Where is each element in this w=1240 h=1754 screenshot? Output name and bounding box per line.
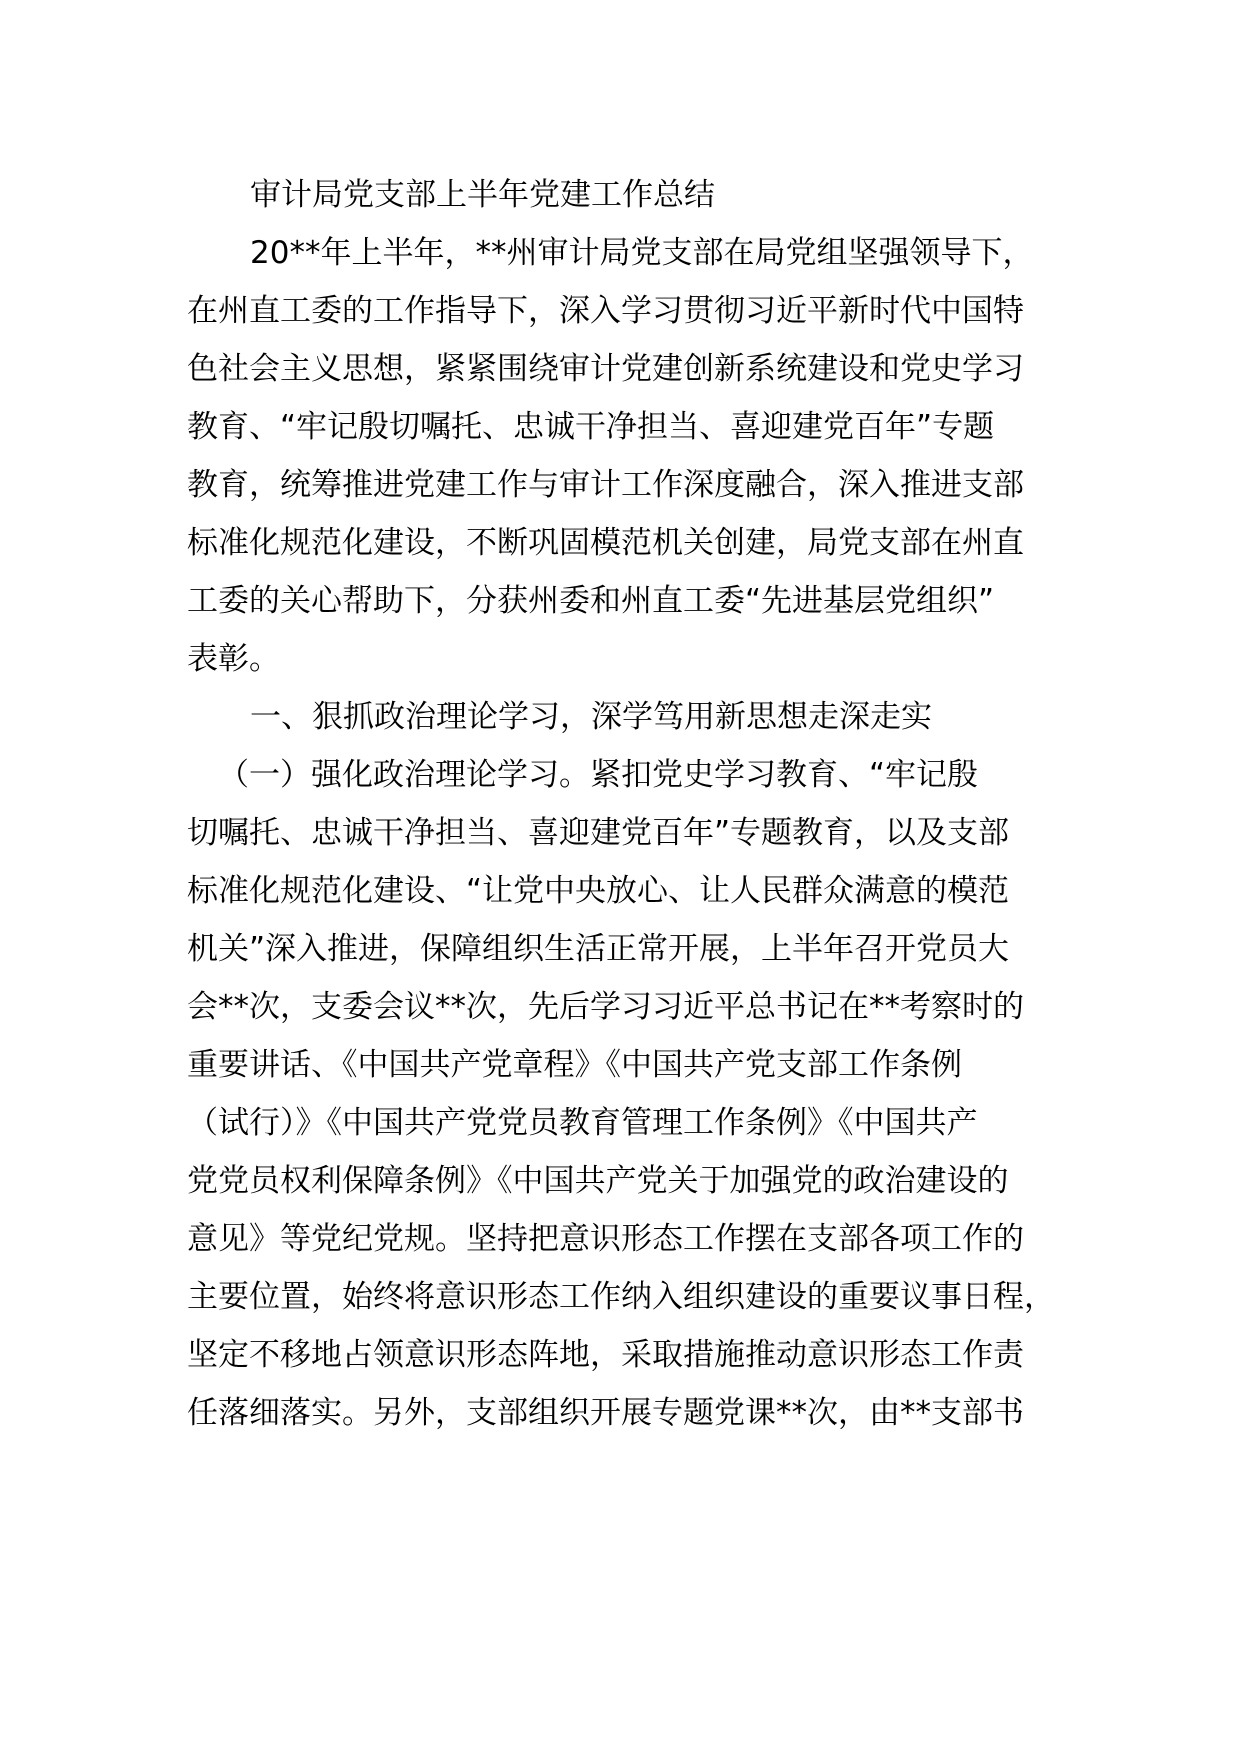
paragraph1-line-6: 标准化规范化建设，不断巩固模范机关创建，局党支部在州直 [187,525,1024,561]
paragraph1-line-3: 色社会主义思想，紧紧围绕审计党建创新系统建设和党史学习 [187,351,1024,387]
paragraph1-line-4: 教育、“牢记殷切嘱托、忠诚干净担当、喜迎建党百年”专题 [187,409,995,445]
paragraph2-line-2: 切嘱托、忠诚干净担当、喜迎建党百年”专题教育，以及支部 [187,815,1010,851]
paragraph1-line-7: 工委的关心帮助下，分获州委和州直工委“先进基层党组织” [187,583,995,619]
paragraph2-line-9: 意见》等党纪党规。坚持把意识形态工作摆在支部各项工作的 [187,1221,1024,1257]
section-heading: 一、狠抓政治理论学习，深学笃用新思想走深走实 [250,699,932,735]
paragraph2-line-6: 重要讲话、《中国共产党章程》《中国共产党支部工作条例 [187,1047,962,1083]
paragraph2-line-8: 党党员权利保障条例》《中国共产党关于加强党的政治建设的 [187,1163,1009,1199]
paragraph1-line-1: 20**年上半年，**州审计局党支部在局党组坚强领导下， [250,235,1034,271]
paragraph1-line-5: 教育，统筹推进党建工作与审计工作深度融合，深入推进支部 [187,467,1024,503]
paragraph2-line-5: 会**次，支委会议**次，先后学习习近平总书记在**考察时的 [187,989,1024,1025]
paragraph2-line-4: 机关”深入推进，保障组织生活正常开展，上半年召开党员大 [187,931,1010,967]
paragraph1-line-8: 表彰。 [187,641,280,677]
paragraph2-line-7: （试行）》《中国共产党党员教育管理工作条例》《中国共产 [187,1105,978,1141]
paragraph2-line-10: 主要位置，始终将意识形态工作纳入组织建设的重要议事日程， [187,1279,1055,1315]
document-title: 审计局党支部上半年党建工作总结 [250,177,715,213]
paragraph2-line-1: （一）强化政治理论学习。紧扣党史学习教育、“牢记殷 [218,757,979,793]
paragraph1-line-2: 在州直工委的工作指导下，深入学习贯彻习近平新时代中国特 [187,293,1024,329]
paragraph2-line-12: 任落细落实。另外，支部组织开展专题党课**次，由**支部书 [187,1395,1024,1431]
paragraph2-line-11: 坚定不移地占领意识形态阵地，采取措施推动意识形态工作责 [187,1337,1024,1373]
paragraph2-line-3: 标准化规范化建设、“让党中央放心、让人民群众满意的模范 [187,873,1010,909]
